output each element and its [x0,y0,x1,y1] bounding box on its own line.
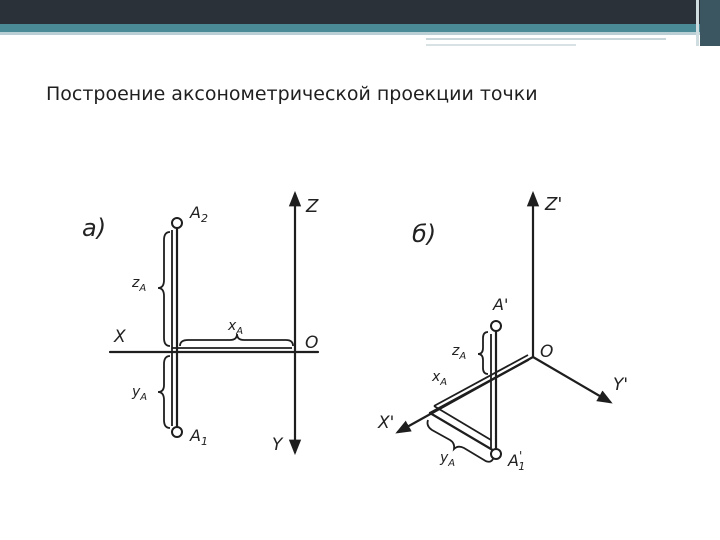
diagram-a-axis-y-label: Y [272,435,283,455]
diagram-a-brace-z [158,232,170,346]
diagram-b-point-a1 [491,449,501,459]
diagram-a-point-a2 [172,218,182,228]
diagram-b-axis-x-label: X' [378,413,395,433]
diagram-b-y-axis [533,357,610,402]
diagram-a-axis-x-label: X [114,327,126,347]
diagram-b-xa-segment-inner [434,355,528,406]
diagram-b-axis-z-label: Z' [545,194,563,215]
diagram-b-ya-line [430,413,496,452]
diagram-a-point-a1-label: $A_1$ [190,426,208,448]
diagram-a-origin-label: O [305,333,319,353]
diagram-b-dim-x-label: $x_A$ [432,369,448,388]
diagram-a-dim-z-label: $z_A$ [132,275,147,294]
diagram-a-axis-z-label: Z [306,196,319,217]
diagram-a-panel-label: а) [82,214,107,242]
diagram-b-dim-y-label: $y_A$ [440,450,456,469]
diagram-a [82,194,319,455]
diagram-b-panel-label: б) [412,220,437,248]
diagram-b-dim-z-label: $z_A$ [452,343,467,362]
diagram-a-point-a1 [172,427,182,437]
diagram-b-brace-z [478,332,488,374]
diagram-b-axis-y-label: Y' [613,375,629,395]
diagram-a-dim-x-label: $x_A$ [228,318,244,337]
diagram-a-brace-y [158,356,170,428]
diagram-b-origin-label: O [540,342,554,362]
diagram-b-point-a [491,321,501,331]
diagram-b-point-a1-label: A' 1 [508,449,526,473]
diagram-b-brace-y [428,420,494,462]
slide-title: Построение аксонометрической проекции точки [46,83,538,105]
diagram-b-point-a-label: A' [493,295,509,314]
diagram-b [377,194,628,473]
diagram-a-dim-y-label: $y_A$ [132,384,148,403]
diagram-a-point-a2-label: $A_2$ [190,203,208,225]
